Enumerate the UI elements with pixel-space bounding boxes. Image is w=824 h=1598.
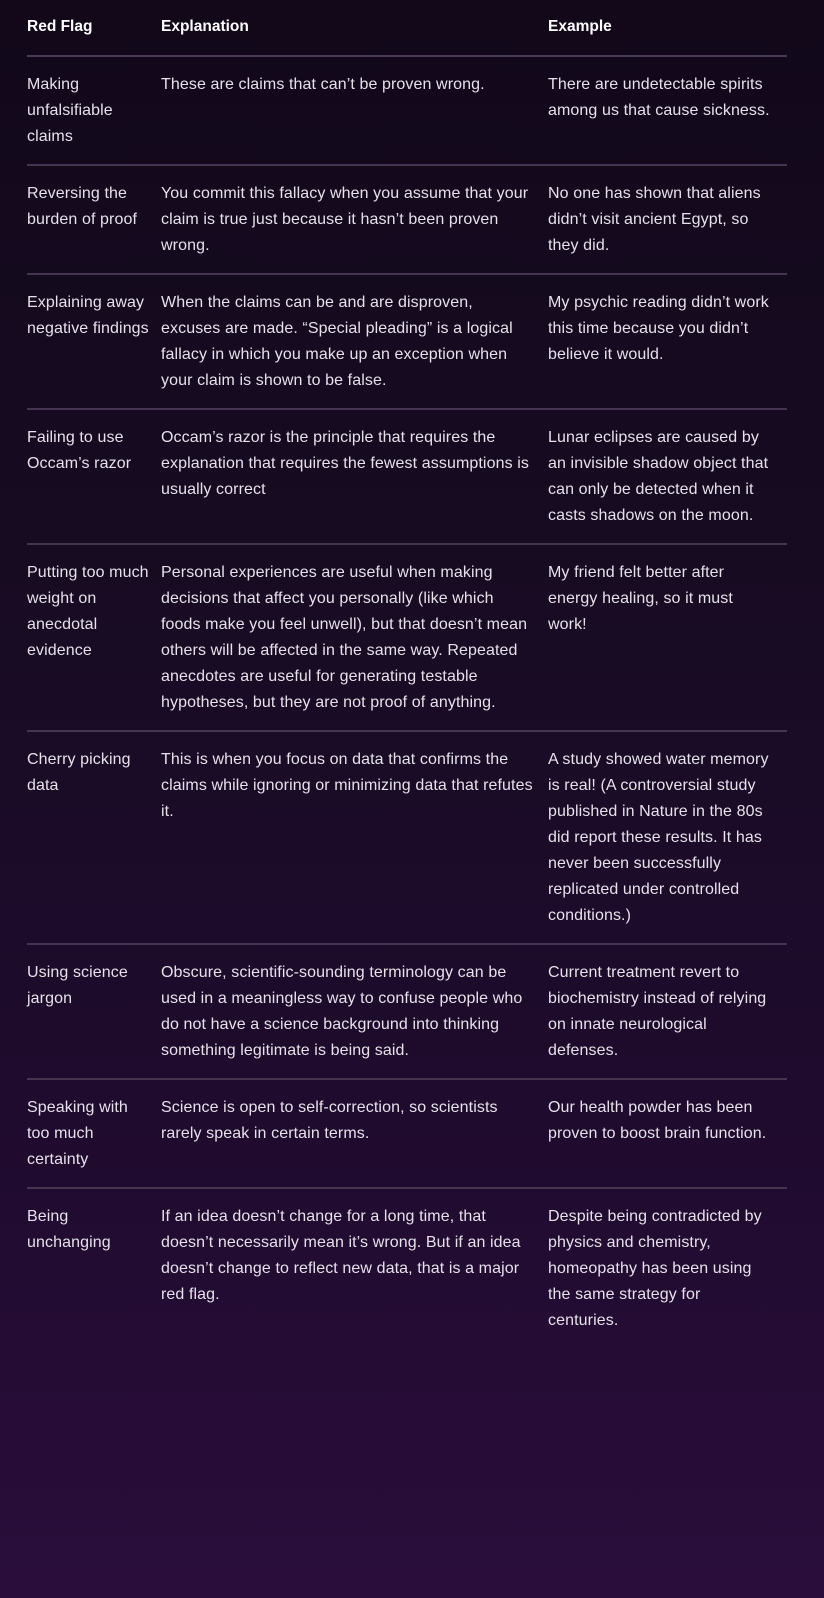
cell-example: Our health powder has been proven to boost brain function. [548,1079,787,1188]
cell-example: Lunar eclipses are caused by an invisible shadow object that can only be detected when it casts shadows on the moon. [548,409,787,544]
cell-explanation: Obscure, scientific-sounding terminology can be used in a meaningless way to confuse people who do not have a science background into thinking something legitimate is being said. [161,944,548,1079]
cell-red-flag: Putting too much weight on anecdotal evidence [27,544,161,731]
cell-red-flag: Using science jargon [27,944,161,1079]
cell-explanation: Science is open to self-correction, so scientists rarely speak in certain terms. [161,1079,548,1188]
cell-example: No one has shown that aliens didn’t visit ancient Egypt, so they did. [548,165,787,274]
table-row [27,165,787,274]
table-body [27,56,787,1348]
red-flags-table-container [27,0,787,1348]
cell-red-flag: Failing to use Occam’s razor [27,409,161,544]
cell-explanation: This is when you focus on data that confirms the claims while ignoring or minimizing data that refutes it. [161,731,548,944]
cell-explanation: If an idea doesn’t change for a long time, that doesn’t necessarily mean it’s wrong. But if an idea doesn’t change to reflect new data, that is a major red flag. [161,1208,521,1303]
cell-explanation: These are claims that can’t be proven wrong. [161,56,548,165]
cell-red-flag: Being unchanging [27,1208,111,1251]
cell-explanation: You commit this fallacy when you assume that your claim is true just because it hasn’t been proven wrong. [161,165,548,274]
cell-red-flag: Cherry picking data [27,731,161,944]
table-row [27,1079,787,1188]
header-explanation: Explanation [161,0,548,56]
table-row [27,56,787,165]
cell-explanation: When the claims can be and are disproven, excuses are made. “Special pleading” is a logical fallacy in which you make up an exception when your claim is shown to be false. [161,274,548,409]
cell-example: A study showed water memory is real! (A controversial study published in Nature in the 80s did report these results. It has never been successfully replicated under controlled conditions.) [548,731,787,944]
table-row [27,1188,787,1348]
table-row [27,409,787,544]
cell-red-flag: Explaining away negative findings [27,274,161,409]
cell-example: Current treatment revert to biochemistry instead of relying on innate neurological defenses. [548,944,787,1079]
table-row [27,731,787,944]
cell-red-flag: Speaking with too much certainty [27,1079,161,1188]
cell-red-flag: Making unfalsifiable claims [27,56,161,165]
header-red-flag: Red Flag [27,0,161,56]
cell-example: My friend felt better after energy healing, so it must work! [548,544,787,731]
table-row [27,944,787,1079]
table-row [27,544,787,731]
header-example: Example [548,0,787,56]
table-header [27,0,787,56]
cell-example: Despite being contradicted by physics and chemistry, homeopathy has been using the same strategy for centuries. [548,1208,762,1329]
cell-red-flag: Reversing the burden of proof [27,165,161,274]
table-row [27,274,787,409]
cell-example: There are undetectable spirits among us that cause sickness. [548,56,787,165]
cell-explanation: Occam’s razor is the principle that requires the explanation that requires the fewest assumptions is usually correct [161,409,548,544]
cell-explanation: Personal experiences are useful when making decisions that affect you personally (like which foods make you feel unwell), but that doesn’t mean others will be affected in the same way. Repeated anecdotes are useful for generating testable hypotheses, but they are not proof of anything. [161,544,548,731]
cell-example: My psychic reading didn’t work this time because you didn’t believe it would. [548,274,787,409]
header-row [27,0,787,56]
red-flags-table [27,0,787,1348]
